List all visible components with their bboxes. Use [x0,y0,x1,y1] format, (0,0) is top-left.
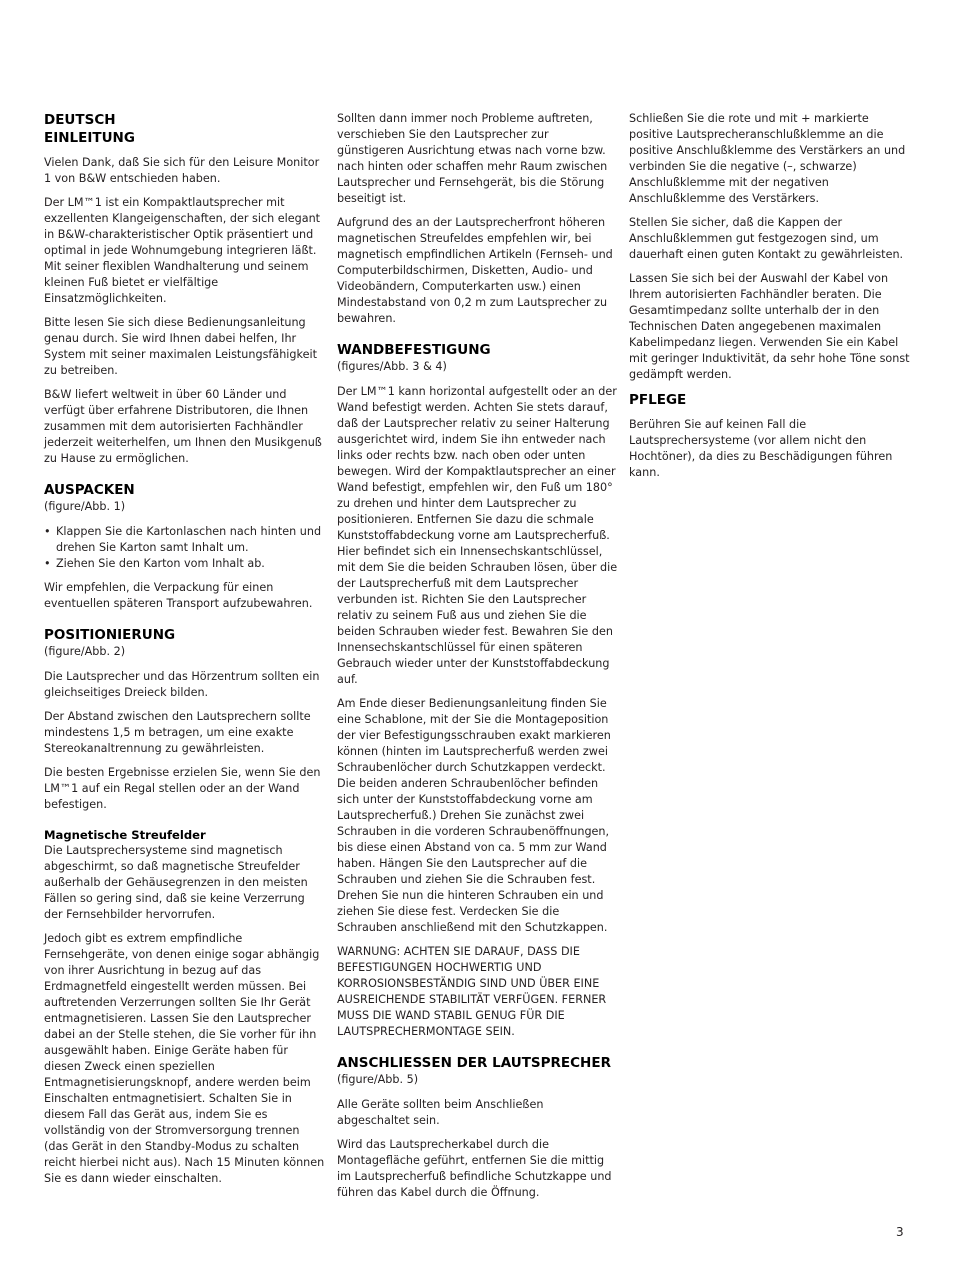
paragraph: Bitte lesen Sie sich diese Bedienungsanleitung genau durch. Sie wird Ihnen dabei helfen, Ihr System mit seiner maximalen Leistungsfähigkeit zu betreiben. [44,316,317,377]
page-number: 3 [896,1225,904,1239]
language-heading: DEUTSCH [44,112,116,128]
figure-reference: (figure/Abb. 1) [44,500,126,513]
warning-paragraph: WARNUNG: ACHTEN SIE DARAUF, DASS DIE BEFESTIGUNGEN HOCHWERTIG UND KORROSIONSBESTÄNDIG SIND UND ÜBER EINE AUSREICHENDE STABILITÄT VERFÜGEN. FERNER MUSS DIE WAND STABIL GENUG FÜR DIE LAUTSPRECHERMONTAGE SEIN. [337,945,607,1038]
paragraph: Aufgrund des an der Lautsprecherfront höheren magnetischen Streufeldes empfehlen wir, bei magnetisch empfindlichen Artikeln (Fernseh- und Computerbildschirmen, Disketten, Audio- und Videobändern, Computerkarten usw.) einen Mindestabstand von 0,2 m zum Lautsprecher zu bewahren. [337,216,613,325]
list-item-text: Klappen Sie die Kartonlaschen nach hinten und drehen Sie Karton samt Inhalt um. [56,525,322,554]
paragraph: Die Lautsprechersysteme sind magnetisch abgeschirmt, so daß magnetische Streufelder außerhalb der Gehäusegrenzen in den meisten Fällen so gering sind, daß sie keine Verzerrung der Fernsehbilder hervorrufen. [44,844,308,921]
paragraph: Vielen Dank, daß Sie sich für den Leisure Monitor 1 von B&W entschieden haben. [44,156,320,185]
paragraph: Am Ende dieser Bedienungsanleitung finden Sie eine Schablone, mit der Sie die Montageposition der vier Befestigungsschrauben exakt markieren können (hinten im Lautsprecherfuß werden zwei Schraubenlöcher durch Schutzkappen verdeckt. Die beiden anderen Schraubenlöcher befinden sich unter der Kunststoffabdeckung vorne am Lautsprecherfuß.) Drehen Sie zunächst zwei Schrauben in die vorderen Schraubenöffnungen, bis diese einen Abstand von ca. 5 mm zur Wand haben. Hängen Sie den Lautsprecher auf die Schrauben und ziehen Sie die Schrauben fest. Drehen Sie nun die hinteren Schrauben ein und ziehen Sie diese fest. Verdecken Sie die Schrauben anschließend mit den Schutzkappen. [337,697,611,934]
list-item [44,524,326,556]
figure-reference: (figures/Abb. 3 & 4) [337,360,447,373]
list-item-text: Ziehen Sie den Karton vom Inhalt ab. [56,557,265,570]
paragraph: B&W liefert weltweit in über 60 Länder und verfügt über erfahrene Distributoren, die Ihnen zusammen mit dem autorisierten Fachhändler jederzeit weiterhelfen, um Ihnen den Musikgenuß zu Hause zu ermöglichen. [44,388,322,465]
paragraph: Die besten Ergebnisse erzielen Sie, wenn Sie den LM™1 auf ein Regal stellen oder an der Wand befestigen. [44,766,321,811]
list-item [44,556,326,572]
section-heading-einleitung: EINLEITUNG [44,130,135,146]
paragraph: Jedoch gibt es extrem empfindliche Fernsehgeräte, von denen einige sogar abhängig von ihrer Ausrichtung in bezug auf das Erdmagnetfeld eingestellt werden müssen. Bei auftretenden Verzerrungen sollten Sie Ihr Gerät entmagnetisieren. Lassen Sie den Lautsprecher dabei an der Stelle stehen, die Sie vorher für ihn ausgewählt haben. Einige Geräte haben für diesen Zweck einen speziellen Entmagnetisierungsknopf, andere werden beim Einschalten entmagnetisiert. Schalten Sie in diesem Fall das Gerät aus, indem Sie es vollständig von der Stromversorgung trennen (das Gerät in den Standby-Modus zu schalten reicht hierbei nicht aus). Nach 15 Minuten können Sie es dann wieder einschalten. [44,932,325,1185]
section-heading-anschliessen: ANSCHLIESSEN DER LAUTSPRECHER [337,1055,611,1071]
paragraph: Der LM™1 ist ein Kompaktlautsprecher mit exzellenten Klangeigenschaften, der sich elegant in B&W-charakteristischer Optik präsentiert und optimal in jede Wohnumgebung integrieren läßt. Mit seiner flexiblen Wandhalterung und seinem kleinen Fuß bietet er vielfältige Einsatzmöglichkeiten. [44,196,321,305]
paragraph: Der Abstand zwischen den Lautsprechern sollte mindestens 1,5 m betragen, um eine exakte Stereokanaltrennung zu gewährleisten. [44,710,311,755]
section-heading-pflege: PFLEGE [629,392,687,408]
paragraph: Lassen Sie sich bei der Auswahl der Kabel von Ihrem autorisierten Fachhändler beraten. Die Gesamtimpedanz sollte unterhalb der in den Technischen Daten angegebenen maximalen Kabelimpedanz liegen. Verwenden Sie ein Kabel mit geringer Induktivität, da sehr hohe Töne sonst gedämpft werden. [629,272,910,381]
paragraph: Der LM™1 kann horizontal aufgestellt oder an der Wand befestigt werden. Achten Sie stets darauf, daß der Lautsprecher relativ zu seiner Halterung ausgerichtet wird, indem Sie ihn entweder nach links oder rechts bzw. nach oben oder unten bewegen. Wird der Kompaktlautsprecher an einer Wand befestigt, empfehlen wir, den Fuß um 180° zu drehen und hinter dem Lautsprecher zu positionieren. Entfernen Sie dazu die schmale Kunststoffabdeckung vorne am Lautsprecherfuß. Hier befindet sich ein Innensechskantschlüssel, mit dem Sie die beiden Schrauben lösen, über die der Lautsprecherfuß mit dem Lautsprecher verbunden ist. Richten Sie den Lautsprecher relativ zu seinem Fuß aus und ziehen Sie die beiden Schrauben wieder fest. Bewahren Sie den Innensechskantschlüssel für einen späteren Gebrauch wieder unter der Kunststoffabdeckung auf. [337,385,618,686]
paragraph: Sollten dann immer noch Probleme auftreten, verschieben Sie den Lautsprecher zur günstigeren Ausrichtung etwas nach vorne bzw. nach hinten oder schaffen mehr Raum zwischen Lautsprecher und Fernsehgerät, bis die Störung beseitigt ist. [337,112,608,205]
section-heading-wandbefestigung: WANDBEFESTIGUNG [337,342,491,358]
paragraph: Alle Geräte sollten beim Anschließen abgeschaltet sein. [337,1098,544,1127]
sub-heading-magnetische-streufelder: Magnetische Streufelder [44,828,206,842]
bullet-icon: • [44,557,51,570]
column-1 [44,111,326,1195]
paragraph: Wir empfehlen, die Verpackung für einen eventuellen späteren Transport aufzubewahren. [44,581,313,610]
column-3 [629,111,914,489]
section-heading-auspacken: AUSPACKEN [44,482,135,498]
bullet-icon: • [44,525,51,538]
figure-reference: (figure/Abb. 2) [44,645,126,658]
paragraph: Stellen Sie sicher, daß die Kappen der Anschlußklemmen gut festgezogen sind, um dauerhaft einen guten Kontakt zu gewährleisten. [629,216,904,261]
paragraph: Die Lautsprecher und das Hörzentrum sollten ein gleichseitiges Dreieck bilden. [44,670,320,699]
paragraph: Schließen Sie die rote und mit + markierte positive Lautsprecheranschlußklemme an die positive Anschlußklemme des Verstärkers an und verbinden Sie die negative (–, schwarze) Anschlußklemme mit der negativen Anschlußklemme des Verstärkers. [629,112,906,205]
paragraph: Wird das Lautsprecherkabel durch die Montagefläche geführt, entfernen Sie die mittig im Lautsprecherfuß befindliche Schutzkappe und führen das Kabel durch die Öffnung. [337,1138,612,1199]
paragraph: Berühren Sie auf keinen Fall die Lautsprechersysteme (vor allem nicht den Hochtöner), da dies zu Beschädigungen führen kann. [629,418,893,479]
column-2 [337,111,619,1209]
section-heading-positionierung: POSITIONIERUNG [44,627,176,643]
bullet-list [44,524,326,572]
figure-reference: (figure/Abb. 5) [337,1073,419,1086]
